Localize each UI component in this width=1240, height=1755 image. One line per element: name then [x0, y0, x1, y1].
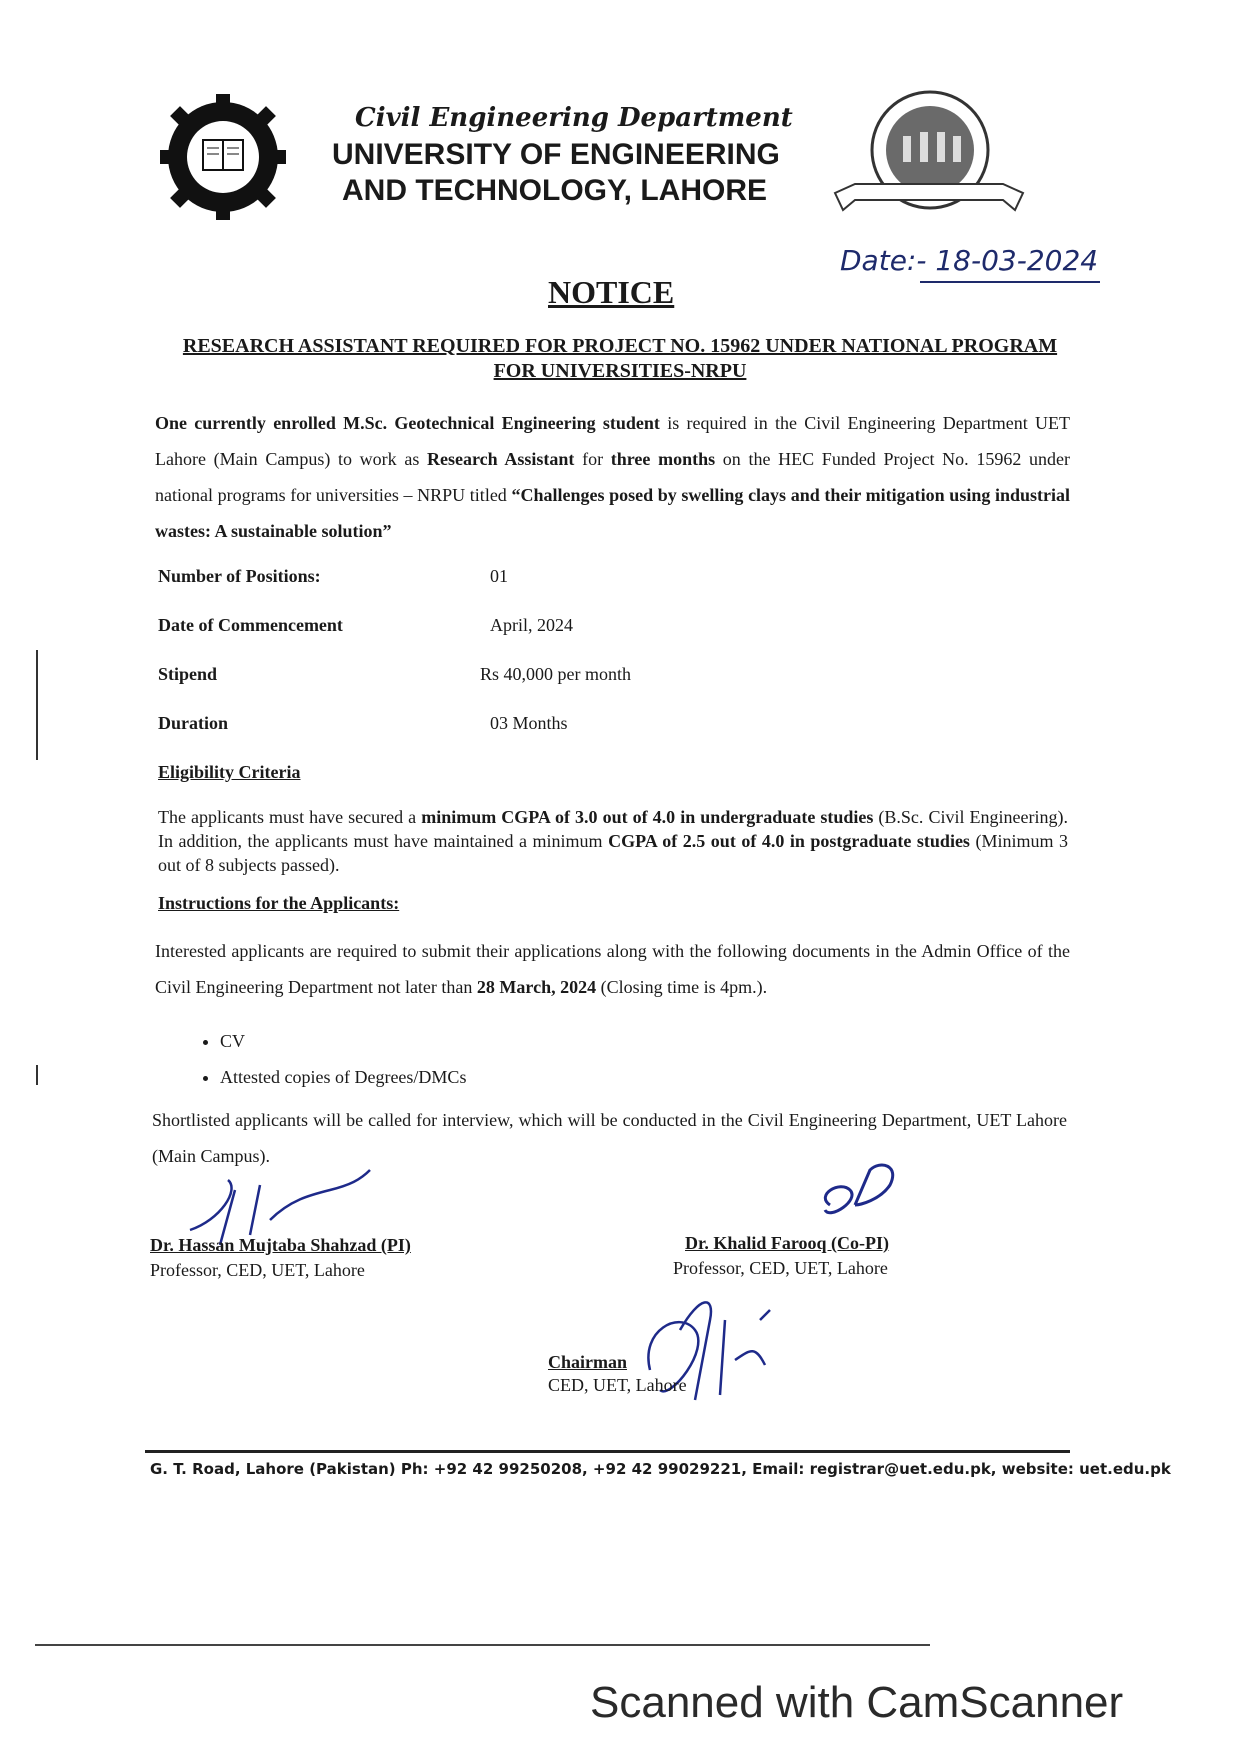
- shortlist-paragraph: Shortlisted applicants will be called for interview, which will be conducted in the Civil Engineering Department, UET Lahore (Main Campus).: [152, 1110, 1067, 1166]
- stipend-value: Rs 40,000 per month: [480, 664, 631, 684]
- chairman-name: Chairman: [548, 1352, 628, 1372]
- scan-bottom-rule: [35, 1644, 930, 1646]
- duration-value: 03 Months: [490, 713, 568, 733]
- scan-margin-mark: [36, 650, 38, 760]
- positions-value: 01: [490, 566, 508, 586]
- list-item: • CV: [220, 1023, 466, 1059]
- copi-signature: [810, 1150, 920, 1230]
- uet-gear-logo: [148, 92, 298, 222]
- department-name: Civil Engineering Department: [355, 103, 793, 133]
- chairman-title: CED, UET, Lahore: [548, 1375, 687, 1395]
- pi-name: Dr. Hassan Mujtaba Shahzad (PI): [150, 1235, 411, 1255]
- footer-contact: G. T. Road, Lahore (Pakistan) Ph: +92 42 99250208, +92 42 99029221, Email: registrar@uet.edu.pk, website: uet.edu.pk: [150, 1460, 1171, 1478]
- list-item: • Attested copies of Degrees/DMCs: [220, 1059, 466, 1095]
- eligibility-paragraph: The applicants must have secured a minimum CGPA of 3.0 out of 4.0 in undergraduate studies (B.Sc. Civil Engineering). In addition, the applicants must have maintained a minimum CGPA of 2.5 out of 4.0 in postgraduate studies (Minimum 3 out of 8 subjects passed).: [158, 807, 1068, 875]
- notice-title: NOTICE: [548, 274, 675, 310]
- copi-title: Professor, CED, UET, Lahore: [673, 1258, 888, 1278]
- instructions-paragraph: Interested applicants are required to submit their applications along with the following documents in the Admin Office of the Civil Engineering Department not later than 28 March, 2024 (Closing time is 4pm.).: [155, 941, 1070, 997]
- positions-label: Number of Positions:: [158, 566, 321, 586]
- commencement-label: Date of Commencement: [158, 615, 343, 635]
- camscanner-watermark: Scanned with CamScanner: [590, 1678, 1124, 1727]
- footer-divider: [145, 1450, 1070, 1453]
- stipend-label: Stipend: [158, 664, 218, 684]
- university-name-line1: UNIVERSITY OF ENGINEERING: [332, 138, 780, 171]
- scan-margin-mark: [36, 1065, 38, 1085]
- duration-label: Duration: [158, 713, 229, 733]
- pi-title: Professor, CED, UET, Lahore: [150, 1260, 365, 1280]
- uet-centenary-logo: [825, 88, 1025, 233]
- intro-paragraph: One currently enrolled M.Sc. Geotechnical Engineering student is required in the Civil Engineering Department UET Lahore (Main Campus) to work as Research Assistant for three months on the HEC Funded Project No. 15962 under national programs for universities – NRPU titled “Challenges posed by swelling clays and their mitigation using industrial wastes: A sustainable solution”: [155, 413, 1070, 541]
- copi-name: Dr. Khalid Farooq (Co-PI): [685, 1233, 890, 1253]
- university-name-line2: AND TECHNOLOGY, LAHORE: [342, 174, 768, 207]
- eligibility-heading: Eligibility Criteria: [158, 762, 301, 782]
- documents-list: [170, 1023, 466, 1095]
- commencement-value: April, 2024: [490, 615, 573, 635]
- notice-subject: RESEARCH ASSISTANT REQUIRED FOR PROJECT NO. 15962 UNDER NATIONAL PROGRAM FOR UNIVERSITIES-NRPU: [182, 335, 1058, 382]
- date-underline: [920, 281, 1100, 283]
- instructions-heading: Instructions for the Applicants:: [158, 893, 400, 913]
- handwritten-date: Date:- 18-03-2024: [840, 244, 1099, 277]
